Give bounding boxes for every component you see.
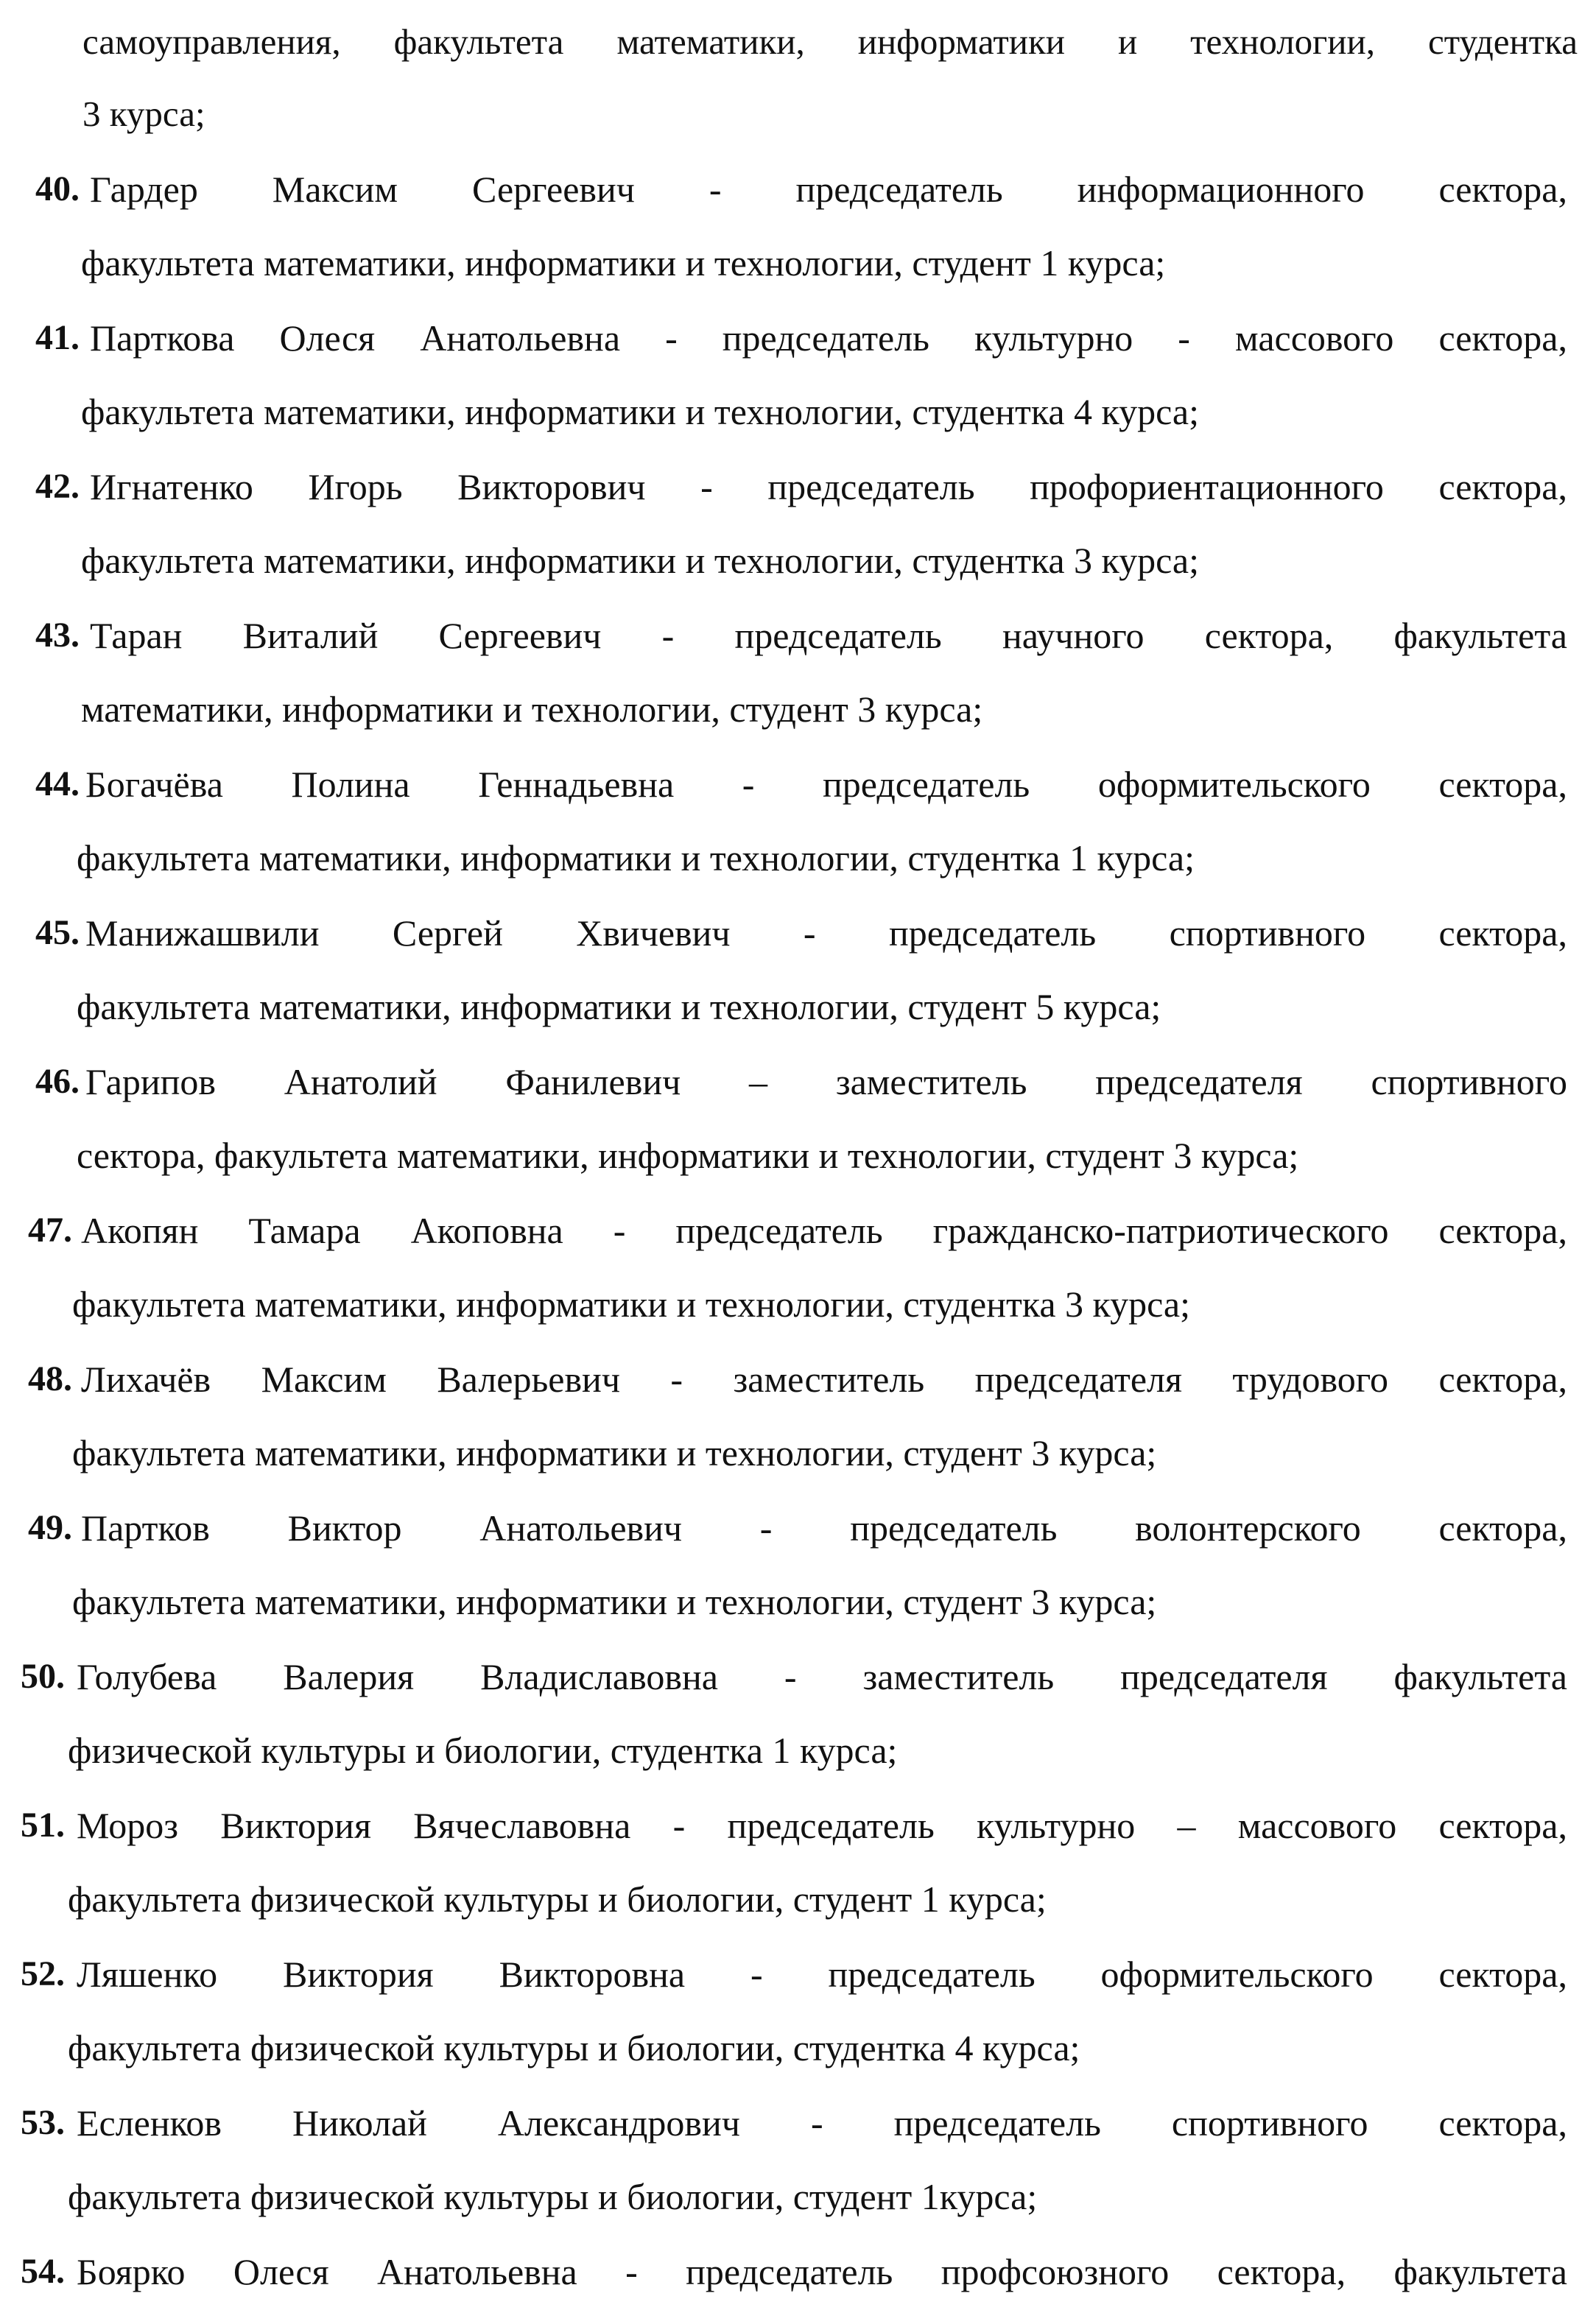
item-number: 42. bbox=[35, 467, 80, 506]
item-text-line: Богачёва Полина Геннадьевна - председатель оформительского сектора, bbox=[85, 764, 1567, 805]
item-text-line: факультета математики, информатики и технологии, студент 3 курса; bbox=[72, 1432, 1157, 1473]
item-number: 52. bbox=[21, 1954, 65, 1993]
item-text-line: сектора, факультета математики, информатики и технологии, студент 3 курса; bbox=[77, 1135, 1299, 1176]
item-text-line: Гарипов Анатолий Фанилевич – заместитель председателя спортивного bbox=[85, 1061, 1567, 1102]
item-text-line: Лихачёв Максим Валерьевич - заместитель председателя трудового сектора, bbox=[81, 1359, 1567, 1400]
list-item bbox=[0, 1641, 1582, 1789]
item-number: 44. bbox=[35, 764, 80, 803]
item-text-line: Боярко Олеся Анатольевна - председатель профсоюзного сектора, факультета bbox=[77, 2251, 1567, 2292]
item-text-line: Игнатенко Игорь Викторович - председатель профориентационного сектора, bbox=[90, 466, 1567, 507]
item-text-line: факультета математики, информатики и технологии, студентка 3 курса; bbox=[81, 540, 1200, 581]
list-item bbox=[0, 1492, 1582, 1641]
item-text-line: Гардер Максим Сергеевич - председатель информационного сектора, bbox=[90, 169, 1567, 210]
list-item bbox=[0, 1789, 1582, 1938]
list-item bbox=[0, 1343, 1582, 1492]
item-text-line: физической культуры и биологии, студентка 1 курса; bbox=[68, 1730, 898, 1771]
continuation-line: самоуправления, факультета математики, информатики и технологии, студентка bbox=[82, 21, 1578, 62]
list-item bbox=[0, 2087, 1582, 2236]
item-text-line: факультета математики, информатики и технологии, студент 5 курса; bbox=[77, 986, 1161, 1027]
list-item bbox=[0, 1046, 1582, 1194]
item-number: 49. bbox=[28, 1508, 72, 1547]
item-number: 51. bbox=[21, 1806, 65, 1845]
item-number: 46. bbox=[35, 1062, 80, 1101]
item-text-line: Манижашвили Сергей Хвичевич - председатель спортивного сектора, bbox=[85, 912, 1567, 954]
item-number: 53. bbox=[21, 2103, 65, 2142]
list-item bbox=[0, 748, 1582, 897]
item-text-line: факультета математики, информатики и технологии, студент 3 курса; bbox=[72, 1581, 1157, 1622]
item-text-line: Мороз Виктория Вячеславовна - председатель культурно – массового сектора, bbox=[77, 1805, 1567, 1846]
item-text-line: Ляшенко Виктория Викторовна - председатель оформительского сектора, bbox=[77, 1954, 1567, 1995]
continuation-line: 3 курса; bbox=[82, 94, 205, 134]
member-list bbox=[0, 153, 1582, 2324]
item-text-line: факультета физической культуры и биологии, студент 1курса; bbox=[68, 2176, 1038, 2217]
item-text-line: факультета математики, информатики и технологии, студентка 4 курса; bbox=[81, 391, 1200, 432]
item-number: 47. bbox=[28, 1211, 72, 1250]
item-text-line: Парткова Олеся Анатольевна - председатель культурно - массового сектора, bbox=[90, 317, 1567, 359]
list-item bbox=[0, 897, 1582, 1046]
list-item bbox=[0, 1938, 1582, 2087]
list-item bbox=[0, 153, 1582, 302]
item-text-line: Голубева Валерия Владиславовна - заместитель председателя факультета bbox=[77, 1656, 1567, 1697]
list-item bbox=[0, 2236, 1582, 2324]
item-number: 50. bbox=[21, 1657, 65, 1696]
item-number: 43. bbox=[35, 616, 80, 655]
item-text-line: математики, информатики и технологии, студент 3 курса; bbox=[81, 689, 983, 730]
item-number: 48. bbox=[28, 1359, 72, 1398]
item-number: 45. bbox=[35, 913, 80, 952]
item-text-line: факультета физической культуры и биологии, студент 1 курса; bbox=[68, 1878, 1047, 1920]
item-text-line: факультета математики, информатики и технологии, студентка 3 курса; bbox=[72, 1284, 1191, 1325]
item-number: 54. bbox=[21, 2252, 65, 2291]
item-text-line: Акопян Тамара Акоповна - председатель гражданско-патриотического сектора, bbox=[81, 1210, 1567, 1251]
item-number: 40. bbox=[35, 169, 80, 208]
item-text-line: факультета математики, информатики и технологии, студент 1 курса; bbox=[81, 242, 1166, 284]
list-item bbox=[0, 302, 1582, 451]
continuation-paragraph bbox=[82, 6, 1578, 150]
item-number: 41. bbox=[35, 318, 80, 357]
item-text-line: Есленков Николай Александрович - председатель спортивного сектора, bbox=[77, 2102, 1567, 2144]
item-text-line: факультета математики, информатики и технологии, студентка 1 курса; bbox=[77, 837, 1195, 878]
item-text-line: Партков Виктор Анатольевич - председатель волонтерского сектора, bbox=[81, 1507, 1567, 1549]
item-text-line: факультета физической культуры и биологии, студентка 4 курса; bbox=[68, 2027, 1080, 2068]
list-item bbox=[0, 451, 1582, 599]
item-text-line: Таран Виталий Сергеевич - председатель научного сектора, факультета bbox=[90, 615, 1567, 656]
list-item bbox=[0, 599, 1582, 748]
list-item bbox=[0, 1194, 1582, 1343]
